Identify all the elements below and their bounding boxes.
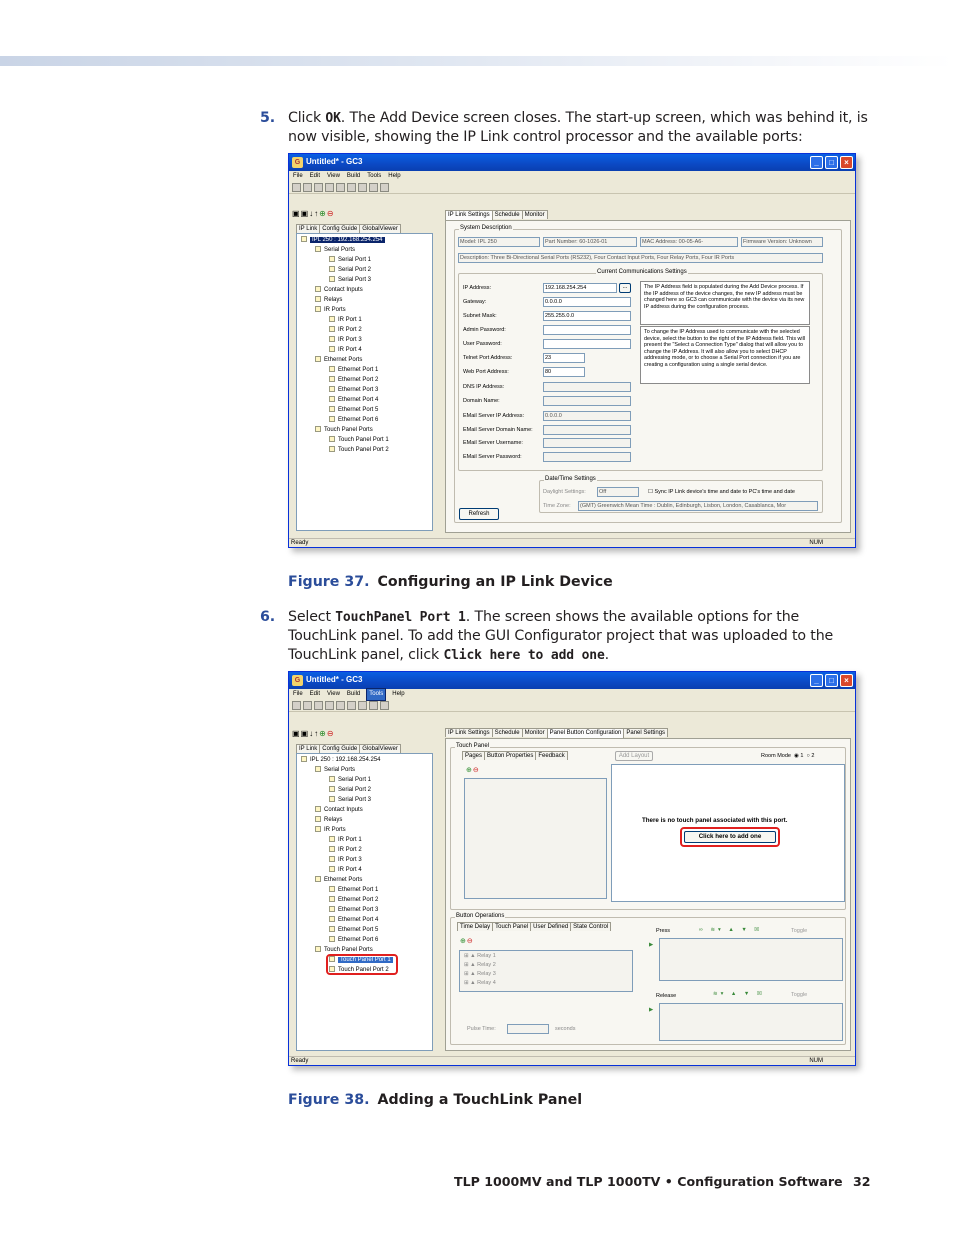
tree-item[interactable]: Ethernet Port 2 xyxy=(329,896,378,904)
tab-ip-link-settings[interactable]: IP Link Settings xyxy=(445,210,493,220)
paste-icon[interactable] xyxy=(347,183,356,192)
page-number: 32 xyxy=(853,1174,871,1189)
open-icon[interactable] xyxy=(303,701,312,710)
download-icon[interactable] xyxy=(369,701,378,710)
relay-list xyxy=(459,950,633,992)
step-text: Select TouchPanel Port 1. The screen shows the available options for the TouchLink panel. To add the GUI Configurator project that was uploaded to the TouchLink panel, click Click here to add one. xyxy=(288,609,834,663)
toolbar xyxy=(289,182,855,194)
tree-toolbar xyxy=(292,728,335,740)
date-time-group: Date/Time Settings Daylight Settings: Off ☐ Sync IP Link device's time and date to PC's time and date Time Zone: (GMT) Greenwich Mean Time : Dublin, Edinburgh, Lisbon, London, Casablanca, Mor xyxy=(539,480,823,513)
current-settings-group: Current Communications Settings IP Address: 192.168.254.254 ... Gateway: 0.0.0.0 Subnet Mask: 255.255.0.0 Admin Password: User Password: Telnet Port Address: 23 Web Port Address: 80 DNS IP Address: Domain Name: EMail Server IP Address: 0.0.0.0 EMail Server Domain Name: EMail Server Username: EMail Server Password: The IP Address field is populated during the Add Device process. If the IP address of the device changes, the new IP address must be changed here so GC3 can communicate with the device via its new IP address during the configuration process. To change the IP Address used to communicate with the selected device, select the button to the right of the IP Address field. This will present the "Select a Connection Type" dialog that will allow you to change the IP Address. It will also allow you to select DHCP addressing mode, or to choose a Serial Port connection if you are creating a configuration using a single serial device. xyxy=(458,273,823,471)
ethernet-icon xyxy=(329,906,335,912)
tab-panel-button-configuration[interactable]: Panel Button Configuration xyxy=(547,728,625,738)
tree-item[interactable]: IR Port 1 xyxy=(329,316,362,324)
tree-item[interactable]: Touch Panel Port 2 xyxy=(329,446,389,454)
arrow-down-icon[interactable]: ↓ xyxy=(309,209,315,218)
right-pane xyxy=(439,728,855,1054)
page-toolbar xyxy=(466,765,480,777)
mac-address-field: MAC Address: 00-05-A6- xyxy=(640,237,738,247)
ethernet-icon xyxy=(329,886,335,892)
email-server-ip-input[interactable]: 0.0.0.0 xyxy=(543,411,631,421)
tree-item[interactable]: Ethernet Ports xyxy=(315,876,362,884)
web-port-input[interactable]: 80 xyxy=(543,367,585,377)
folder-icon xyxy=(315,766,321,772)
pages-list[interactable] xyxy=(464,778,607,899)
remove-device-icon[interactable]: ▣ xyxy=(300,729,310,738)
window-title: Untitled* - GC3 xyxy=(306,675,363,684)
config-panel xyxy=(445,738,851,1051)
tree-item[interactable]: IR Port 4 xyxy=(329,346,362,354)
tab-user-defined[interactable]: User Defined xyxy=(530,922,571,931)
touch-panel-subtabs xyxy=(462,751,567,760)
device-tree xyxy=(296,753,433,1051)
footer-title: TLP 1000MV and TLP 1000TV • Configuration Software xyxy=(454,1174,843,1189)
ethernet-icon xyxy=(329,386,335,392)
menu-help[interactable]: Help xyxy=(388,173,401,179)
open-icon[interactable] xyxy=(303,183,312,192)
press-toggle[interactable]: Toggle xyxy=(791,928,808,934)
tree-item[interactable]: IR Ports xyxy=(315,826,346,834)
menu-view[interactable]: View xyxy=(327,173,340,179)
cut-icon[interactable] xyxy=(325,183,334,192)
operation-tabs xyxy=(457,922,610,931)
arrow-down-icon[interactable]: ↓ xyxy=(309,729,315,738)
ethernet-icon xyxy=(329,406,335,412)
add-icon[interactable]: ⊕ xyxy=(319,209,327,218)
tree-item[interactable]: IR Port 3 xyxy=(329,856,362,864)
ethernet-icon xyxy=(329,396,335,402)
folder-icon xyxy=(315,816,321,822)
tree-item[interactable]: Relays xyxy=(315,296,342,304)
code-click-here: Click here to add one xyxy=(443,648,605,663)
delete-icon[interactable]: ⊖ xyxy=(326,209,335,218)
email-domain-input[interactable] xyxy=(543,425,631,435)
touch-panel-icon xyxy=(329,436,335,442)
step-number: 5. xyxy=(260,110,275,126)
room-mode: Room Mode ◉ 1 ○ 2 xyxy=(761,753,815,759)
ip-help-note: The IP Address field is populated during the Add Device process. If the IP address of the device changes, the new IP address must be changed here so GC3 can communicate with the device via its new IP address during the configuration process. xyxy=(640,281,810,325)
menu-edit[interactable]: Edit xyxy=(309,691,321,697)
tree-item[interactable]: IR Port 2 xyxy=(329,846,362,854)
menu-view[interactable]: View xyxy=(327,691,340,697)
release-play-icon[interactable]: ▶ xyxy=(649,1007,654,1013)
tab-globalviewer[interactable]: GlobalViewer xyxy=(359,224,401,233)
settings-tabs xyxy=(445,210,547,220)
tree-item[interactable]: Touch Panel Ports xyxy=(315,426,373,434)
window-titlebar xyxy=(289,672,855,689)
press-actions[interactable] xyxy=(659,938,843,981)
add-icon[interactable]: ⊕ xyxy=(466,767,473,774)
domain-name-input[interactable] xyxy=(543,396,631,406)
no-panel-message: There is no touch panel associated with this port. xyxy=(642,817,788,824)
menu-bar xyxy=(289,171,855,182)
tab-feedback[interactable]: Feedback xyxy=(535,751,567,760)
arrow-up-icon[interactable]: ↑ xyxy=(314,209,320,218)
ir-icon xyxy=(329,846,335,852)
new-icon[interactable] xyxy=(292,183,301,192)
tab-panel-settings[interactable]: Panel Settings xyxy=(623,728,668,737)
folder-icon xyxy=(315,356,321,362)
operation-toolbar xyxy=(460,936,474,948)
delete-icon[interactable]: ⊖ xyxy=(326,729,335,738)
gateway-input[interactable]: 0.0.0.0 xyxy=(543,297,631,307)
tree-item[interactable]: Serial Port 2 xyxy=(329,786,371,794)
folder-icon xyxy=(315,296,321,302)
relay-item[interactable]: ⊞ ▲ Relay 1 xyxy=(464,953,496,959)
port-icon xyxy=(329,256,335,262)
tab-globalviewer[interactable]: GlobalViewer xyxy=(359,744,401,753)
minimize-icon[interactable]: _ xyxy=(810,674,823,687)
press-play-icon[interactable]: ▶ xyxy=(649,942,654,948)
highlight-click-here xyxy=(680,827,780,847)
tab-schedule[interactable]: Schedule xyxy=(492,728,523,737)
tree-item[interactable]: Ethernet Port 5 xyxy=(329,406,378,414)
ir-icon xyxy=(329,866,335,872)
room-mode-1-radio[interactable]: 1 xyxy=(800,753,804,759)
tab-monitor[interactable]: Monitor xyxy=(522,210,548,219)
touch-panel-group: Touch Panel Pages Button Properties Feedback Add Layout Room Mode ◉ 1 ○ 2 ⊕⊖ There is no touch panel associated with this port. Click here to add one xyxy=(450,747,846,910)
release-toggle[interactable]: Toggle xyxy=(791,992,808,998)
tab-state-control[interactable]: State Control xyxy=(570,922,611,931)
add-icon[interactable]: ⊕ xyxy=(460,938,467,945)
tree-item[interactable]: Serial Port 1 xyxy=(329,776,371,784)
status-bar: Ready NUM xyxy=(289,1056,855,1065)
tree-item[interactable]: Ethernet Port 2 xyxy=(329,376,378,384)
maximize-icon[interactable]: □ xyxy=(825,674,838,687)
folder-icon xyxy=(315,876,321,882)
upload-icon[interactable] xyxy=(358,701,367,710)
maximize-icon[interactable]: □ xyxy=(825,156,838,169)
ir-icon xyxy=(329,336,335,342)
tree-item[interactable]: Ethernet Port 3 xyxy=(329,386,378,394)
tree-item[interactable]: Ethernet Port 4 xyxy=(329,916,378,924)
folder-icon xyxy=(315,806,321,812)
ir-icon xyxy=(329,856,335,862)
tree-item[interactable]: Serial Port 2 xyxy=(329,266,371,274)
app-icon: G xyxy=(292,157,303,168)
ir-icon xyxy=(329,326,335,332)
settings-tabs xyxy=(445,728,667,738)
device-icon xyxy=(301,756,307,762)
telnet-port-input[interactable]: 23 xyxy=(543,353,585,363)
tree-item[interactable]: Ethernet Port 5 xyxy=(329,926,378,934)
left-tabs xyxy=(296,224,400,233)
timezone-select[interactable]: (GMT) Greenwich Mean Time : Dublin, Edinburgh, Lisbon, London, Casablanca, Mor xyxy=(578,501,818,511)
tree-item[interactable]: Ethernet Port 1 xyxy=(329,366,378,374)
admin-password-input[interactable] xyxy=(543,325,631,335)
port-icon xyxy=(329,796,335,802)
add-layout-button[interactable]: Add Layout xyxy=(615,751,653,761)
firmware-field: Firmware Version: Unknown xyxy=(741,237,823,247)
help-icon[interactable] xyxy=(380,183,389,192)
remove-device-icon[interactable]: ▣ xyxy=(300,209,310,218)
tree-item[interactable]: IR Port 1 xyxy=(329,836,362,844)
folder-icon xyxy=(315,246,321,252)
tab-monitor[interactable]: Monitor xyxy=(522,728,548,737)
tree-item[interactable]: Touch Panel Port 2 xyxy=(329,966,389,974)
port-icon xyxy=(329,776,335,782)
window-titlebar xyxy=(289,154,855,171)
figure-37-caption: Figure 37. Configuring an IP Link Device xyxy=(288,574,613,590)
paste-icon[interactable] xyxy=(347,701,356,710)
step-6 xyxy=(260,608,870,665)
menu-file[interactable]: File xyxy=(293,691,303,697)
right-pane xyxy=(439,210,855,536)
tree-item[interactable]: Ethernet Port 6 xyxy=(329,416,378,424)
device-tree xyxy=(296,233,433,531)
step-5 xyxy=(260,109,870,147)
close-icon[interactable]: × xyxy=(840,674,853,687)
add-icon[interactable]: ⊕ xyxy=(319,729,327,738)
tree-item[interactable]: Ethernet Port 6 xyxy=(329,936,378,944)
dns-ip-input[interactable] xyxy=(543,382,631,392)
tree-item[interactable]: Serial Ports xyxy=(315,246,355,254)
ethernet-icon xyxy=(329,936,335,942)
tree-item[interactable]: IR Port 2 xyxy=(329,326,362,334)
tab-ip-link[interactable]: IP Link xyxy=(296,744,320,753)
tree-item[interactable]: Contact Inputs xyxy=(315,806,363,814)
tab-config-guide[interactable]: Config Guide xyxy=(319,744,360,753)
ethernet-icon xyxy=(329,366,335,372)
tree-item[interactable]: IR Ports xyxy=(315,306,346,314)
port-icon xyxy=(329,786,335,792)
ethernet-icon xyxy=(329,376,335,382)
code-touchpanel-port: TouchPanel Port 1 xyxy=(335,610,466,625)
ethernet-icon xyxy=(329,416,335,422)
part-number-field: Part Number: 60-1026-01 xyxy=(543,237,637,247)
left-pane xyxy=(292,208,436,536)
ethernet-icon xyxy=(329,926,335,932)
close-icon[interactable]: × xyxy=(840,156,853,169)
relay-item[interactable]: ⊞ ▲ Relay 2 xyxy=(464,962,496,968)
subnet-mask-input[interactable]: 255.255.0.0 xyxy=(543,311,631,321)
code-ok: OK xyxy=(325,111,341,126)
download-icon[interactable] xyxy=(369,183,378,192)
tree-item[interactable]: Ethernet Ports xyxy=(315,356,362,364)
menu-file[interactable]: File xyxy=(293,173,303,179)
refresh-button[interactable]: Refresh xyxy=(459,508,499,520)
help-icon[interactable] xyxy=(380,701,389,710)
settings-panel xyxy=(445,220,851,533)
tree-item[interactable]: Contact Inputs xyxy=(315,286,363,294)
touch-panel-preview xyxy=(611,764,845,902)
menu-build[interactable]: Build xyxy=(346,691,361,697)
folder-icon xyxy=(315,946,321,952)
tab-ip-link[interactable]: IP Link xyxy=(296,224,320,233)
ethernet-icon xyxy=(329,896,335,902)
tree-item[interactable]: Serial Ports xyxy=(315,766,355,774)
relay-item[interactable]: ⊞ ▲ Relay 3 xyxy=(464,971,496,977)
figure-38-caption: Figure 38. Adding a TouchLink Panel xyxy=(288,1092,583,1108)
email-username-input[interactable] xyxy=(543,438,631,448)
tree-item[interactable]: IR Port 4 xyxy=(329,866,362,874)
tree-item[interactable]: Ethernet Port 4 xyxy=(329,396,378,404)
step-text: Click OK. The Add Device screen closes. The start-up screen, which was behind it, is now visible, showing the IP Link control processor and the available ports: xyxy=(288,110,868,145)
tree-item-touch-panel-port-1[interactable]: Touch Panel Port 1 xyxy=(329,956,393,964)
menu-edit[interactable]: Edit xyxy=(309,173,321,179)
press-controls[interactable]: ∞ ≋▾ ▲ ▼ ☒ xyxy=(699,927,763,933)
device-icon xyxy=(301,236,307,242)
delete-icon[interactable]: ⊖ xyxy=(472,767,480,774)
release-controls[interactable]: ≋▾ ▲ ▼ ☒ xyxy=(713,991,765,997)
tree-item[interactable]: Touch Panel Ports xyxy=(315,946,373,954)
browse-ip-button[interactable]: ... xyxy=(619,283,631,293)
cut-icon[interactable] xyxy=(325,701,334,710)
tab-ip-link-settings[interactable]: IP Link Settings xyxy=(445,728,493,737)
copy-icon[interactable] xyxy=(336,701,345,710)
menu-build[interactable]: Build xyxy=(346,173,361,179)
upload-icon[interactable] xyxy=(358,183,367,192)
tree-item[interactable]: IPL 250 : 192.168.254.254 xyxy=(301,756,381,764)
left-pane xyxy=(292,728,436,1054)
device-icon[interactable]: ▣ xyxy=(292,729,301,738)
touch-panel-icon xyxy=(329,446,335,452)
tree-item[interactable]: Serial Port 3 xyxy=(329,796,371,804)
arrow-up-icon[interactable]: ↑ xyxy=(314,729,320,738)
folder-icon xyxy=(315,426,321,432)
tab-time-delay[interactable]: Time Delay xyxy=(457,922,493,931)
app-icon: G xyxy=(292,675,303,686)
highlight-touch-panel-port xyxy=(326,954,398,975)
tree-item[interactable]: IPL 250 : 192.168.254.254 xyxy=(301,236,385,244)
ir-icon xyxy=(329,346,335,352)
description-field: Description: Three Bi-Directional Serial Ports (RS232), Four Contact Input Ports, Four Relay Ports, Four IR Ports xyxy=(458,253,823,263)
pulse-time-select[interactable] xyxy=(507,1024,549,1034)
status-bar: Ready NUM xyxy=(289,538,855,547)
button-operations-group: Button Operations Time Delay Touch Panel User Defined State Control ⊕⊖ ⊞ ▲ Relay 1 ⊞ ▲ Relay 2 ⊞ ▲ Relay 3 ⊞ ▲ Relay 4 Pulse Time: seconds Press ∞ ≋▾ ▲ ▼ ☒ Toggle ▶ Release ≋▾ ▲ ▼ ☒ Toggle ▶ xyxy=(450,917,846,1045)
ir-icon xyxy=(329,836,335,842)
folder-icon xyxy=(315,306,321,312)
ip-address-input[interactable]: 192.168.254.254 xyxy=(543,283,617,293)
step-number: 6. xyxy=(260,609,275,625)
folder-icon xyxy=(315,286,321,292)
device-icon[interactable]: ▣ xyxy=(292,209,301,218)
menu-help[interactable]: Help xyxy=(392,691,405,697)
header-band xyxy=(0,56,954,66)
release-actions[interactable] xyxy=(659,1003,843,1041)
user-password-input[interactable] xyxy=(543,339,631,349)
tree-item[interactable]: Relays xyxy=(315,816,342,824)
left-tabs xyxy=(296,744,400,753)
menu-bar xyxy=(289,689,855,700)
tab-button-properties[interactable]: Button Properties xyxy=(484,751,536,760)
click-here-add-button[interactable]: Click here to add one xyxy=(684,831,776,843)
system-description-group: System Description Model: IPL 250 Part Number: 60-1026-01 MAC Address: 00-05-A6- Firmware Version: Unknown Description: Three Bi-Directional Serial Ports (RS232), Four Contact Input Ports, Four Relay Ports, Four IR Ports Current Communications Settings IP Address: 192.168.254.254 ... Gateway: 0.0.0.0 Subnet Mask: 255.255.0.0 Admin Password: User Password: Telnet Port Address: 23 Web Port Address: 80 DNS IP Address: Domain Name: EMail Server IP Address: 0.0.0.0 EMail Server Domain Name: EMail Server Username: EMail Server Password: The IP Address field is populated during the Add Device process. If the IP address of the device changes, the new IP address must be changed here so GC3 can communicate with the device via its new IP address during the configuration process. To change the IP Address used to communicate with the selected device, select the button to the right of the IP Address field. This will present the "Select a Connection Type" dialog that will allow you to change the IP Address. It will also allow you to select DHCP addressing mode, or to choose a Serial Port connection if you are creating a configuration using a single serial device. Date/Time Settings Daylight Settings: Off ☐ Sync IP Link device's time and date to PC's time and date Time Zone: (GMT) Greenwich Mean Time : Dublin, Edinburgh, Lisbon, London, Casablanca, Mor Refresh xyxy=(454,229,842,523)
save-icon[interactable] xyxy=(314,183,323,192)
ir-icon xyxy=(329,316,335,322)
tab-schedule[interactable]: Schedule xyxy=(492,210,523,219)
screenshot-ip-link-settings xyxy=(288,153,856,548)
new-icon[interactable] xyxy=(292,701,301,710)
tree-item[interactable]: Ethernet Port 3 xyxy=(329,906,378,914)
tab-config-guide[interactable]: Config Guide xyxy=(319,224,360,233)
menu-tools[interactable]: Tools xyxy=(367,689,385,700)
port-icon xyxy=(329,276,335,282)
room-mode-2-radio[interactable]: 2 xyxy=(811,753,815,759)
screenshot-touch-panel xyxy=(288,671,856,1066)
toolbar xyxy=(289,700,855,712)
tree-item[interactable]: Ethernet Port 1 xyxy=(329,886,378,894)
save-icon[interactable] xyxy=(314,701,323,710)
tab-touch-panel[interactable]: Touch Panel xyxy=(492,922,531,931)
tree-item[interactable]: Serial Port 1 xyxy=(329,256,371,264)
folder-icon xyxy=(315,826,321,832)
daylight-select[interactable]: Off xyxy=(597,487,639,497)
model-field: Model: IPL 250 xyxy=(458,237,540,247)
email-password-input[interactable] xyxy=(543,452,631,462)
tab-pages[interactable]: Pages xyxy=(462,751,485,760)
tree-toolbar xyxy=(292,208,335,220)
connection-help-note: To change the IP Address used to communicate with the selected device, select the button to the right of the IP Address field. This will present the "Select a Connection Type" dialog that will allow you to change the IP Address. It will also allow you to select DHCP addressing mode, or to choose a Serial Port connection if you are creating a configuration using a single serial device. xyxy=(640,326,810,384)
tree-item[interactable]: Touch Panel Port 1 xyxy=(329,436,389,444)
copy-icon[interactable] xyxy=(336,183,345,192)
delete-icon[interactable]: ⊖ xyxy=(466,938,474,945)
port-icon xyxy=(329,266,335,272)
menu-tools[interactable]: Tools xyxy=(367,173,382,179)
sync-checkbox[interactable]: ☐ Sync IP Link device's time and date to PC's time and date xyxy=(648,489,795,495)
ethernet-icon xyxy=(329,916,335,922)
tree-item[interactable]: Serial Port 3 xyxy=(329,276,371,284)
minimize-icon[interactable]: _ xyxy=(810,156,823,169)
window-title: Untitled* - GC3 xyxy=(306,157,363,166)
tree-item[interactable]: IR Port 3 xyxy=(329,336,362,344)
relay-item[interactable]: ⊞ ▲ Relay 4 xyxy=(464,980,496,986)
